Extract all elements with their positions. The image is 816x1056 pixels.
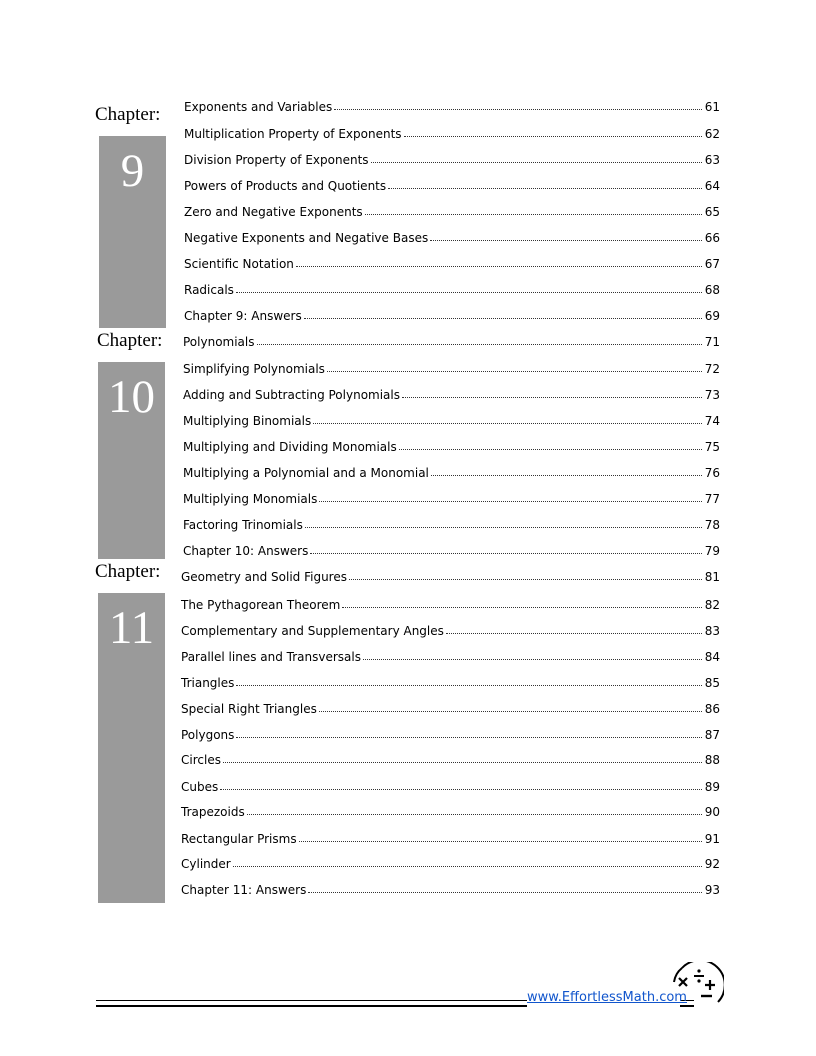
toc-entry[interactable]: Negative Exponents and Negative Bases 66 <box>184 231 720 245</box>
toc-entry[interactable]: Chapter 11: Answers 93 <box>181 883 720 897</box>
footer-rule <box>96 1000 527 1007</box>
chapter-9-number: 9 <box>120 145 145 197</box>
toc-entry[interactable]: Multiplying and Dividing Monomials 75 <box>183 440 720 454</box>
toc-entry[interactable]: Chapter 10: Answers 79 <box>183 544 720 558</box>
math-operators-icon <box>672 962 724 1008</box>
chapter-10-box <box>98 362 165 559</box>
toc-entry[interactable]: Complementary and Supplementary Angles 83 <box>181 624 720 638</box>
toc-entry[interactable]: Cubes 89 <box>181 780 720 794</box>
toc-entry[interactable]: Adding and Subtracting Polynomials 73 <box>183 388 720 402</box>
toc-entry[interactable]: Division Property of Exponents 63 <box>184 153 720 167</box>
toc-entry[interactable]: Parallel lines and Transversals 84 <box>181 650 720 664</box>
toc-entry[interactable]: Triangles 85 <box>181 676 720 690</box>
toc-entry[interactable]: Multiplying a Polynomial and a Monomial 76 <box>183 466 720 480</box>
toc-entry[interactable]: Radicals 68 <box>184 283 720 297</box>
toc-entry[interactable]: Zero and Negative Exponents 65 <box>184 205 720 219</box>
toc-entry[interactable]: Multiplying Monomials 77 <box>183 492 720 506</box>
chapter-9-label: Chapter: <box>95 104 161 125</box>
chapter-10-label: Chapter: <box>97 330 163 351</box>
toc-entry[interactable]: Polygons 87 <box>181 728 720 742</box>
chapter-9-box <box>99 136 166 328</box>
toc-entry[interactable]: Cylinder 92 <box>181 857 720 871</box>
toc-entry[interactable]: Circles 88 <box>181 753 720 767</box>
toc-entry[interactable]: Chapter 9: Answers 69 <box>184 309 720 323</box>
toc-entry[interactable]: The Pythagorean Theorem 82 <box>181 598 720 612</box>
toc-entry[interactable]: Exponents and Variables 61 <box>184 100 720 114</box>
toc-entry[interactable]: Polynomials 71 <box>183 335 720 349</box>
chapter-11-label: Chapter: <box>95 561 161 582</box>
toc-entry[interactable]: Simplifying Polynomials 72 <box>183 362 720 376</box>
toc-entry[interactable]: Geometry and Solid Figures 81 <box>181 570 720 584</box>
toc-entry[interactable]: Scientific Notation 67 <box>184 257 720 271</box>
chapter-11-box <box>98 593 165 903</box>
chapter-10-number: 10 <box>108 371 155 423</box>
website-link[interactable]: www.EffortlessMath.com <box>527 990 687 1005</box>
toc-entry[interactable]: Factoring Trinomials 78 <box>183 518 720 532</box>
chapter-11-number: 11 <box>108 602 155 654</box>
toc-entry[interactable]: Multiplication Property of Exponents 62 <box>184 127 720 141</box>
toc-entry[interactable]: Powers of Products and Quotients 64 <box>184 179 720 193</box>
toc-entry[interactable]: Special Right Triangles 86 <box>181 702 720 716</box>
toc-entry[interactable]: Rectangular Prisms 91 <box>181 832 720 846</box>
toc-entry[interactable]: Multiplying Binomials 74 <box>183 414 720 428</box>
toc-entry[interactable]: Trapezoids 90 <box>181 805 720 819</box>
